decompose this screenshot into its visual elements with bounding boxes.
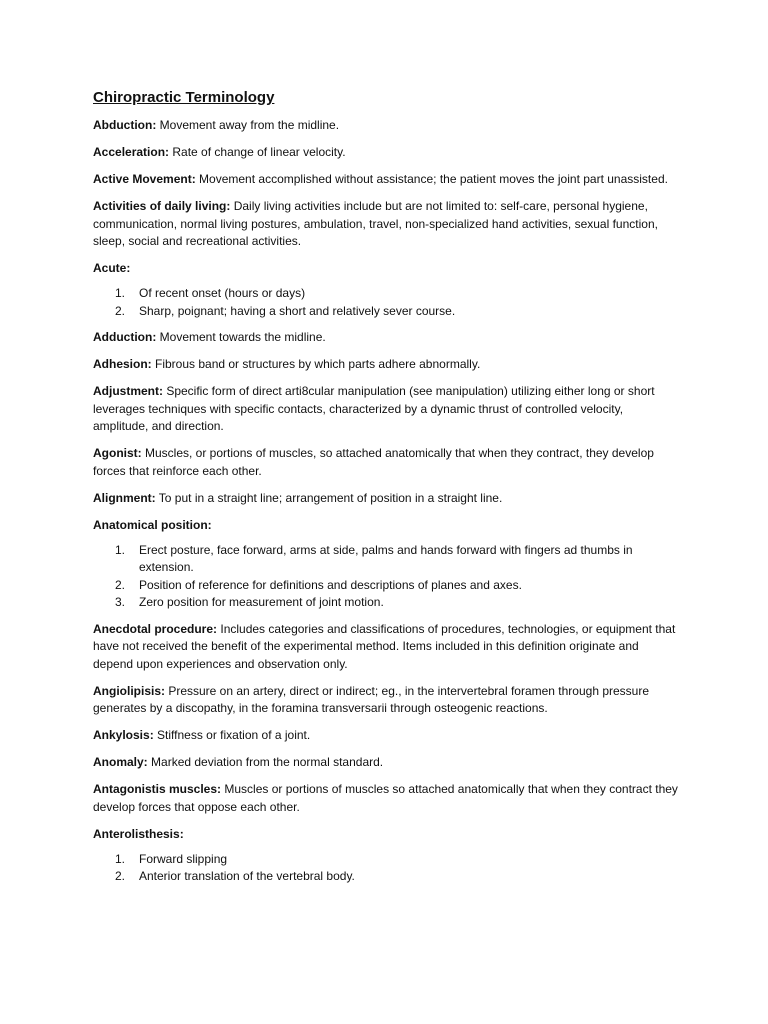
entry-definition: Movement towards the midline. [156, 330, 326, 344]
entry-term: Anterolisthesis: [93, 826, 184, 841]
glossary-entry [93, 445, 681, 480]
entry-definition: Specific form of direct arti8cular manipulation (see manipulation) utilizing either long or short leverages techniques with specific contacts, characterized by a dynamic thrust of controlled velocity, amplitude, and direction. [93, 384, 655, 433]
list-number: 2. [115, 869, 126, 883]
glossary-entry [93, 356, 681, 374]
document-title: Chiropractic Terminology [93, 89, 275, 106]
entry-definition: Rate of change of linear velocity. [169, 145, 346, 159]
list-item [93, 577, 681, 595]
entry-term: Acute: [93, 261, 131, 275]
numbered-list [93, 285, 681, 320]
glossary-entry [93, 260, 681, 278]
glossary-entry [93, 490, 681, 508]
glossary-entry [93, 383, 681, 436]
entry-term: Agonist: [93, 446, 142, 460]
glossary-entry [93, 826, 681, 844]
glossary-entry [93, 517, 681, 535]
glossary-entry [93, 198, 681, 251]
entry-definition: Stiffness or fixation of a joint. [153, 728, 311, 742]
entry-definition: Fibrous band or structures by which parts adhere abnormally. [151, 357, 481, 371]
list-number: 1. [115, 542, 126, 557]
glossary-entry [93, 781, 681, 816]
entry-term: Angiolipisis: [93, 683, 165, 698]
entry-term: Adduction: [93, 330, 157, 344]
list-item [93, 542, 681, 577]
entry-term: Anecdotal procedure: [93, 621, 218, 636]
list-number: 1. [115, 851, 126, 866]
list-item [93, 868, 681, 886]
entry-term: Active Movement: [93, 172, 196, 186]
glossary-entry [93, 683, 681, 718]
list-item [93, 285, 681, 303]
entry-definition: Pressure on an artery, direct or indirect; eg., in the intervertebral foramen through pressure generates by a discopathy, in the foramina transversarii through osteogenic reactions. [93, 683, 650, 715]
glossary-entry [93, 171, 681, 189]
entry-term: Anomaly: [93, 755, 148, 769]
list-number: 2. [115, 303, 126, 318]
entry-term: Ankylosis: [93, 728, 154, 742]
numbered-list [93, 542, 681, 612]
list-item-text: Anterior translation of the vertebral body. [139, 869, 355, 883]
entry-term: Adhesion: [93, 357, 152, 371]
entry-term: Activities of daily living: [93, 199, 231, 213]
entry-term: Abduction: [93, 118, 157, 132]
list-item-text: Of recent onset (hours or days) [139, 286, 306, 300]
entry-definition: Includes categories and classifications of procedures, technologies, or equipment that have not received the benefit of the experimental method. Items included in this definition originate and depend upon experiences and observation only. [93, 621, 676, 671]
list-number: 3. [115, 595, 126, 609]
list-item [93, 303, 681, 321]
entry-definition: Muscles or portions of muscles so attached anatomically that when they contract they develop forces that oppose each other. [93, 782, 678, 814]
glossary-entries [93, 117, 681, 886]
entry-term: Alignment: [93, 490, 156, 505]
glossary-entry [93, 117, 681, 135]
glossary-entry [93, 754, 681, 772]
list-item-text: Forward slipping [139, 851, 228, 866]
glossary-entry [93, 144, 681, 162]
glossary-entry [93, 329, 681, 347]
list-item-text: Position of reference for definitions and descriptions of planes and axes. [139, 577, 522, 592]
entry-term: Antagonistis muscles: [93, 782, 222, 796]
list-item [93, 594, 681, 612]
entry-definition: Marked deviation from the normal standard. [147, 755, 384, 769]
entry-term: Adjustment: [93, 384, 163, 398]
entry-term: Acceleration: [93, 145, 170, 159]
list-item-text: Zero position for measurement of joint motion. [139, 595, 384, 609]
entry-definition: Movement accomplished without assistance; the patient moves the joint part unassisted. [195, 172, 668, 186]
document-page [93, 89, 681, 895]
entry-term: Anatomical position: [93, 517, 212, 532]
list-item-text: Sharp, poignant; having a short and relatively sever course. [139, 303, 456, 318]
list-item-text: Erect posture, face forward, arms at side, palms and hands forward with fingers ad thumbs in extension. [139, 542, 633, 574]
entry-definition: Movement away from the midline. [156, 118, 340, 132]
list-number: 2. [115, 577, 126, 592]
entry-definition: To put in a straight line; arrangement of position in a straight line. [155, 490, 503, 505]
glossary-entry [93, 621, 681, 674]
list-number: 1. [115, 286, 126, 300]
entry-definition: Muscles, or portions of muscles, so attached anatomically that when they contract, they develop forces that reinforce each other. [93, 446, 654, 478]
numbered-list [93, 851, 681, 886]
entry-definition: Daily living activities include but are not limited to: self-care, personal hygiene, communication, normal living postures, ambulation, travel, non-specialized hand activities, sexual function, sleep, social and recreational activities. [93, 199, 658, 248]
list-item [93, 851, 681, 869]
glossary-entry [93, 727, 681, 745]
